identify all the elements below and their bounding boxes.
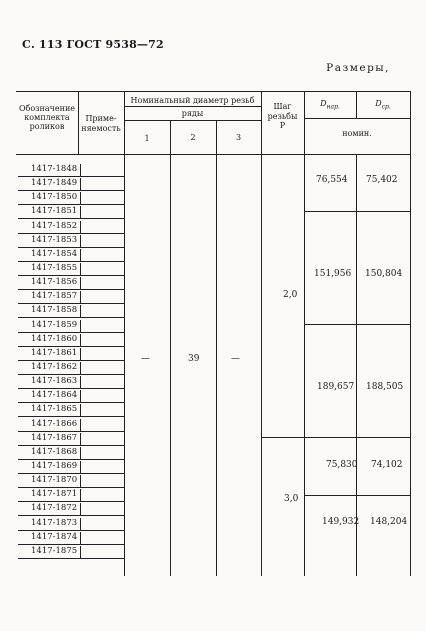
table-row-divider (80, 419, 81, 431)
designation-cell: 1417-1867 (31, 432, 78, 443)
table-row-line (18, 317, 124, 318)
designation-cell: 1417-1856 (31, 277, 78, 288)
table-row-divider (80, 546, 81, 558)
table-row-line (18, 388, 124, 389)
table-row-divider (80, 475, 81, 487)
table-row-divider (80, 404, 81, 416)
table-row-line (18, 402, 124, 403)
d-sr-group-3: 188,505 (366, 382, 404, 392)
table-row-line (18, 289, 124, 290)
designation-cell: 1417-1872 (31, 503, 78, 514)
designation-cell: 1417-1862 (31, 361, 78, 372)
table-row-line (18, 445, 124, 446)
table-row-divider (80, 277, 81, 289)
table-row-line (18, 332, 124, 333)
d-nar-group-3: 189,657 (317, 382, 355, 392)
table-row-line (18, 275, 124, 276)
header-divider-diameter (124, 106, 261, 107)
table-row-divider (80, 503, 81, 515)
table-row-divider (80, 320, 81, 332)
designation-cell: 1417-1860 (31, 333, 78, 344)
designation-cell: 1417-1852 (31, 220, 78, 231)
table-row-divider (80, 249, 81, 261)
designation-cell: 1417-1874 (31, 531, 78, 542)
table-row-line (18, 360, 124, 361)
header-divider-d (304, 118, 410, 119)
col-header-nominal-diameter: Номинальный диаметр резьб (130, 96, 255, 105)
designation-cell: 1417-1851 (31, 206, 78, 217)
body-col-sep-4 (216, 154, 217, 576)
table-row-line (18, 247, 124, 248)
designation-cell: 1417-1848 (31, 164, 78, 174)
designation-cell: 1417-1870 (31, 475, 78, 486)
d-nar-group-4: 75,830 (326, 460, 358, 470)
col-header-d-nar: $D_{нар.}$ (320, 99, 340, 111)
body-col-sep-2 (124, 154, 125, 576)
table-row-line (18, 459, 124, 460)
row3-value: — (231, 354, 240, 364)
designation-cell: 1417-1853 (31, 234, 78, 245)
table-row-divider (80, 461, 81, 473)
table-row-divider (80, 532, 81, 544)
pitch-value-1: 2,0 (283, 290, 298, 300)
body-col-sep-8 (410, 154, 411, 576)
d-nar-group-2: 151,956 (314, 269, 352, 279)
designation-cell: 1417-1871 (31, 489, 78, 500)
table-row-divider (80, 291, 81, 303)
body-col-sep-3 (170, 154, 171, 576)
designation-cell: 1417-1849 (31, 178, 78, 189)
col-header-d-sr: $D_{ср.}$ (375, 99, 391, 111)
table-row-divider (80, 390, 81, 402)
table-row-line (18, 473, 124, 474)
table-row-line (18, 233, 124, 234)
body-col-sep-7 (356, 154, 357, 576)
table-row-line (18, 431, 124, 432)
table-row-divider (80, 489, 81, 501)
group-sep-1 (304, 211, 410, 212)
designation-cell: 1417-1869 (31, 460, 78, 471)
table-row-line (18, 558, 124, 559)
table-row-divider (80, 206, 81, 218)
designation-cell: 1417-1861 (31, 347, 78, 358)
header-col-sep-8 (410, 91, 411, 154)
designation-cell: 1417-1863 (31, 376, 78, 387)
col-header-rows: ряды (181, 109, 204, 118)
d-sr-group-4: 74,102 (371, 460, 403, 470)
row1-value: — (141, 354, 150, 364)
group-sep-4 (304, 495, 410, 496)
table-top-border (16, 91, 410, 92)
table-row-line (18, 176, 124, 177)
table-row-line (18, 374, 124, 375)
table-row-line (18, 346, 124, 347)
body-col-sep-6 (304, 154, 305, 576)
col-header-nominal: номин. (342, 129, 372, 138)
table-row-divider (80, 221, 81, 233)
designation-cell: 1417-1866 (31, 418, 78, 429)
table-row-divider (80, 235, 81, 247)
d-nar-group-5: 149,932 (322, 517, 360, 527)
table-row-divider (80, 305, 81, 317)
designation-cell: 1417-1875 (31, 545, 78, 556)
designation-cell: 1417-1868 (31, 446, 78, 457)
designation-cell: 1417-1857 (31, 291, 78, 302)
designation-cell: 1417-1873 (31, 517, 78, 528)
group-sep-2 (304, 324, 410, 325)
col-header-row-2: 2 (190, 133, 196, 142)
pitch-value-2: 3,0 (284, 494, 299, 504)
page-header-title: С. 113 ГОСТ 9538—72 (22, 38, 164, 51)
col-header-application: Приме- няемость (81, 114, 121, 133)
d-sr-group-5: 148,204 (370, 517, 408, 527)
table-row-line (18, 261, 124, 262)
table-row-divider (80, 433, 81, 445)
table-row-divider (80, 164, 81, 176)
table-row-divider (80, 192, 81, 204)
table-row-line (18, 190, 124, 191)
units-caption: Размеры, (326, 62, 390, 74)
table-row-divider (80, 376, 81, 388)
table-row-divider (80, 334, 81, 346)
table-row-line (18, 416, 124, 417)
col-header-designation: Обозначение комплекта роликов (18, 104, 76, 131)
designation-cell: 1417-1859 (31, 319, 78, 330)
designation-cell: 1417-1865 (31, 404, 78, 415)
table-row-line (18, 515, 124, 516)
designation-cell: 1417-1858 (31, 305, 78, 316)
table-row-line (18, 487, 124, 488)
table-row-line (18, 544, 124, 545)
row2-value: 39 (188, 354, 200, 364)
table-row-line (18, 204, 124, 205)
table-row-divider (80, 348, 81, 360)
d-sr-group-1: 75,402 (366, 175, 398, 185)
group-sep-3 (261, 437, 410, 438)
table-row-line (18, 218, 124, 219)
d-sr-group-2: 150,804 (365, 269, 403, 279)
table-row-line (18, 501, 124, 502)
table-row-divider (80, 263, 81, 275)
header-bottom-border (16, 154, 410, 155)
designation-cell: 1417-1854 (31, 248, 78, 259)
designation-cell: 1417-1855 (31, 262, 78, 273)
col-header-row-3: 3 (235, 133, 242, 142)
designation-cell: 1417-1850 (31, 192, 78, 203)
designation-cell: 1417-1864 (31, 390, 78, 401)
d-nar-group-1: 76,554 (316, 175, 348, 185)
table-row-line (18, 303, 124, 304)
header-divider-rows (124, 120, 261, 121)
col-header-pitch: Шаг резьбы P (267, 102, 298, 130)
table-row-divider (80, 178, 81, 190)
col-header-row-1: 1 (144, 134, 150, 143)
body-col-sep-5 (261, 154, 262, 576)
table-row-divider (80, 518, 81, 530)
table-row-divider (80, 447, 81, 459)
table-row-line (18, 530, 124, 531)
table-row-divider (80, 362, 81, 374)
